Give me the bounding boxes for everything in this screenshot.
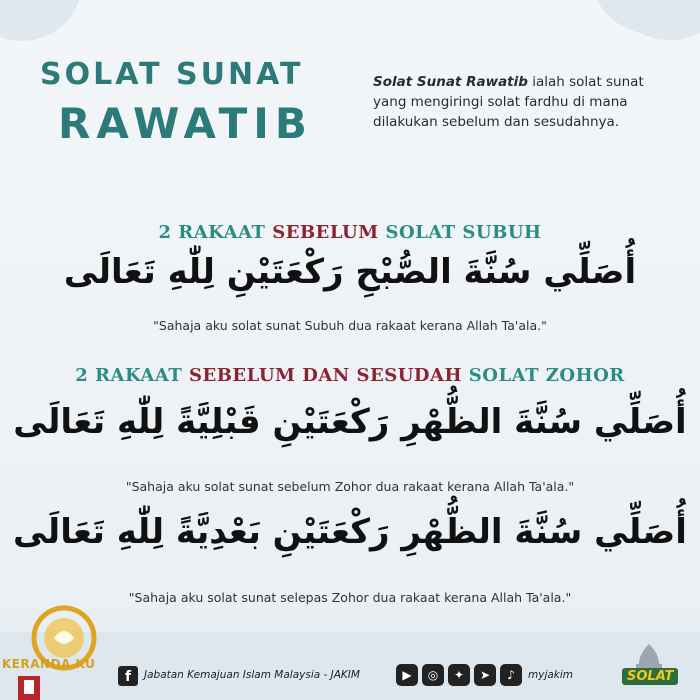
mosque-badge-icon	[614, 640, 684, 694]
facebook-label: Jabatan Kemajuan Islam Malaysia - JAKIM	[144, 669, 360, 681]
telegram-icon[interactable]: ➤	[474, 664, 496, 686]
title-block	[40, 58, 340, 150]
translation-zohor-before: "Sahaja aku solat sunat sebelum Zohor dua rakaat kerana Allah Ta'ala."	[125, 479, 575, 494]
arabic-niat-zohor-after: أُصَلِّي سُنَّةَ الظُّهْرِ رَكْعَتَيْنِ بَعْدِيَّةً لِلّٰهِ تَعَالَى	[13, 512, 687, 552]
translation-subuh: "Sahaja aku solat sunat Subuh dua rakaat kerana Allah Ta'ala."	[153, 318, 547, 333]
brand-watermark: KERANDA KU	[2, 657, 96, 671]
title-line-1: SOLAT SUNAT	[40, 57, 304, 92]
heading-part: SOLAT SUBUH	[378, 222, 542, 243]
heading-highlight: SEBELUM DAN SESUDAH	[189, 365, 463, 386]
instagram-icon[interactable]: ◎	[422, 664, 444, 686]
title-line-2: RAWATIB	[58, 99, 313, 148]
twitter-icon[interactable]: ✦	[448, 664, 470, 686]
footer-bar	[0, 632, 700, 700]
heading-highlight: SEBELUM	[272, 222, 379, 243]
translation-zohor-after: "Sahaja aku solat sunat selepas Zohor dua rakaat kerana Allah Ta'ala."	[128, 590, 572, 605]
intro-rest: ialah solat sunat yang mengiringi solat fardhu di mana dilakukan sebelum dan sesudahnya.	[373, 74, 644, 130]
heading-part: 2 RAKAAT	[158, 222, 273, 243]
intro-text	[373, 72, 673, 132]
flag-mark-inner	[24, 680, 34, 694]
solat-badge: SOLAT	[622, 668, 678, 685]
arabic-niat-subuh: أُصَلِّي سُنَّةَ الصُّبْحِ رَكْعَتَيْنِ لِلّٰهِ تَعَالَى	[63, 252, 637, 292]
social-icons	[396, 664, 522, 686]
intro-bold: Solat Sunat Rawatib	[373, 74, 528, 90]
arabic-niat-zohor-before: أُصَلِّي سُنَّةَ الظُّهْرِ رَكْعَتَيْنِ قَبْلِيَّةً لِلّٰهِ تَعَالَى	[13, 402, 687, 442]
heading-part: SOLAT ZOHOR	[462, 365, 625, 386]
youtube-icon[interactable]: ▶	[396, 664, 418, 686]
facebook-icon[interactable]: f	[118, 666, 138, 686]
handle-label: myjakim	[528, 669, 574, 681]
tiktok-icon[interactable]: ♪	[500, 664, 522, 686]
heading-part: 2 RAKAAT	[75, 365, 189, 386]
section-heading-subuh	[0, 222, 700, 243]
section-heading-zohor	[0, 365, 700, 386]
